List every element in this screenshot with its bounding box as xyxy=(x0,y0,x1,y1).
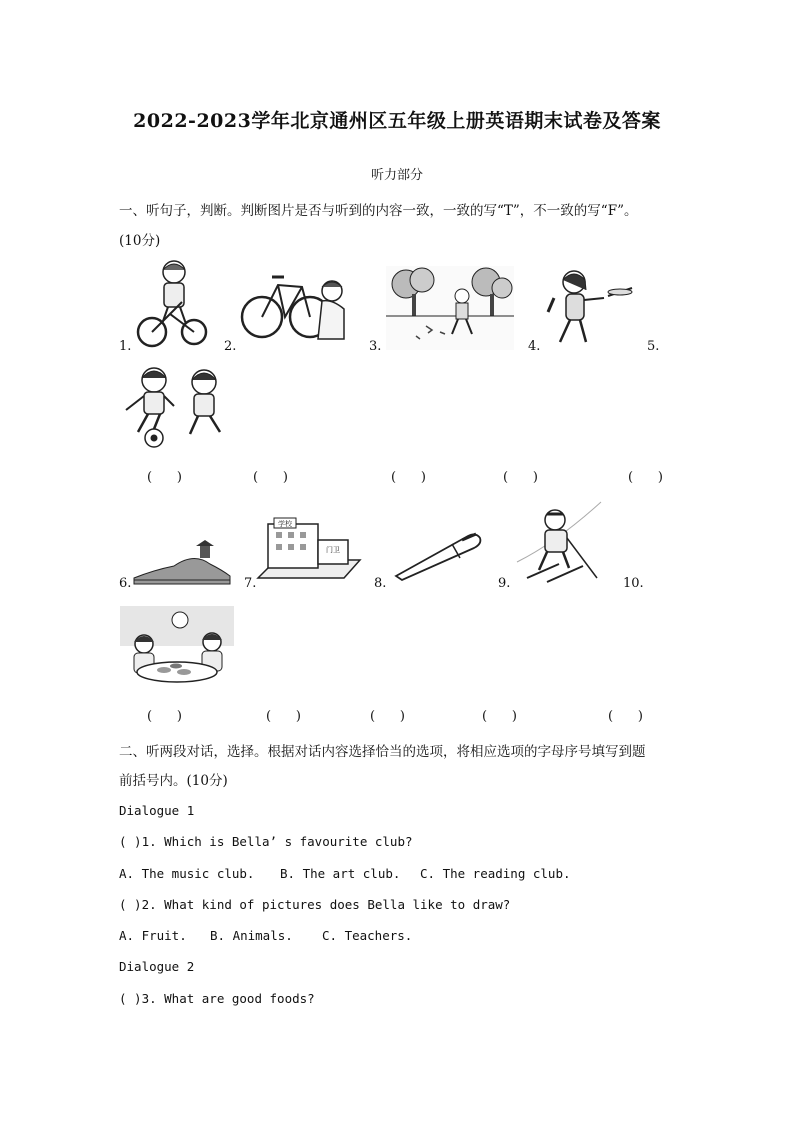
school-sign: 学校 xyxy=(278,520,292,528)
picture-boy-fixing-bike xyxy=(240,265,352,349)
part1-instruction: 一、听句子，判断。判断图片是否与听到的内容一致，一致的写“T”，不一致的写“F”。 xyxy=(119,203,638,219)
part1-score: (10分) xyxy=(119,233,161,249)
answer-blank-3[interactable]: ( ) xyxy=(391,470,426,485)
picture-boy-in-park xyxy=(386,266,514,350)
item-number-3: 3. xyxy=(369,339,382,354)
answer-blank-5[interactable]: ( ) xyxy=(628,470,663,485)
answer-blank-7[interactable]: ( ) xyxy=(266,709,301,724)
q2-option-b: B. Animals. xyxy=(210,928,293,943)
picture-girl-throwing xyxy=(546,268,634,352)
section-heading-listening: 听力部分 xyxy=(370,168,423,183)
picture-summer-palace xyxy=(134,540,230,584)
question-2: ( )2. What kind of pictures does Bella like to draw? xyxy=(119,897,511,912)
answer-blank-4[interactable]: ( ) xyxy=(503,470,538,485)
question-3: ( )3. What are good foods? xyxy=(119,991,315,1006)
page-title: 2022-2023学年北京通州区五年级上册英语期末试卷及答案 xyxy=(133,110,661,132)
q1-option-c: C. The reading club. xyxy=(420,866,571,881)
question-1: ( )1. Which is Bella’ s favourite club? xyxy=(119,834,413,849)
answer-blank-6[interactable]: ( ) xyxy=(147,709,182,724)
q2-option-a: A. Fruit. xyxy=(119,928,187,943)
item-number-7: 7. xyxy=(244,576,257,591)
answer-blank-10[interactable]: ( ) xyxy=(608,709,643,724)
part2-instruction-cont: 前括号内。(10分) xyxy=(119,773,228,789)
picture-pen xyxy=(392,528,484,582)
q2-option-c: C. Teachers. xyxy=(322,928,413,943)
item-number-10: 10. xyxy=(623,576,644,591)
picture-school-building xyxy=(258,522,360,584)
answer-blank-9[interactable]: ( ) xyxy=(482,709,517,724)
picture-family-dinner-moon xyxy=(120,606,234,686)
item-number-2: 2. xyxy=(224,339,237,354)
picture-man-skiing xyxy=(517,502,601,584)
gate-sign: 门卫 xyxy=(326,546,340,554)
answer-blank-8[interactable]: ( ) xyxy=(370,709,405,724)
dialogue-1-label: Dialogue 1 xyxy=(119,803,195,818)
answer-blank-1[interactable]: ( ) xyxy=(147,470,182,485)
picture-boy-riding-bike xyxy=(134,258,210,350)
part2-instruction: 二、听两段对话，选择。根据对话内容选择恰当的选项，将相应选项的字母序号填写到题 xyxy=(119,744,646,760)
answer-blank-2[interactable]: ( ) xyxy=(253,470,288,485)
q1-option-b: B. The art club. xyxy=(280,866,401,881)
q1-option-a: A. The music club. xyxy=(119,866,255,881)
item-number-1: 1. xyxy=(119,339,132,354)
picture-boys-playing-football xyxy=(120,366,228,450)
item-number-8: 8. xyxy=(374,576,387,591)
item-number-6: 6. xyxy=(119,576,132,591)
item-number-5: 5. xyxy=(647,339,660,354)
item-number-9: 9. xyxy=(498,576,511,591)
dialogue-2-label: Dialogue 2 xyxy=(119,959,195,974)
item-number-4: 4. xyxy=(528,339,541,354)
